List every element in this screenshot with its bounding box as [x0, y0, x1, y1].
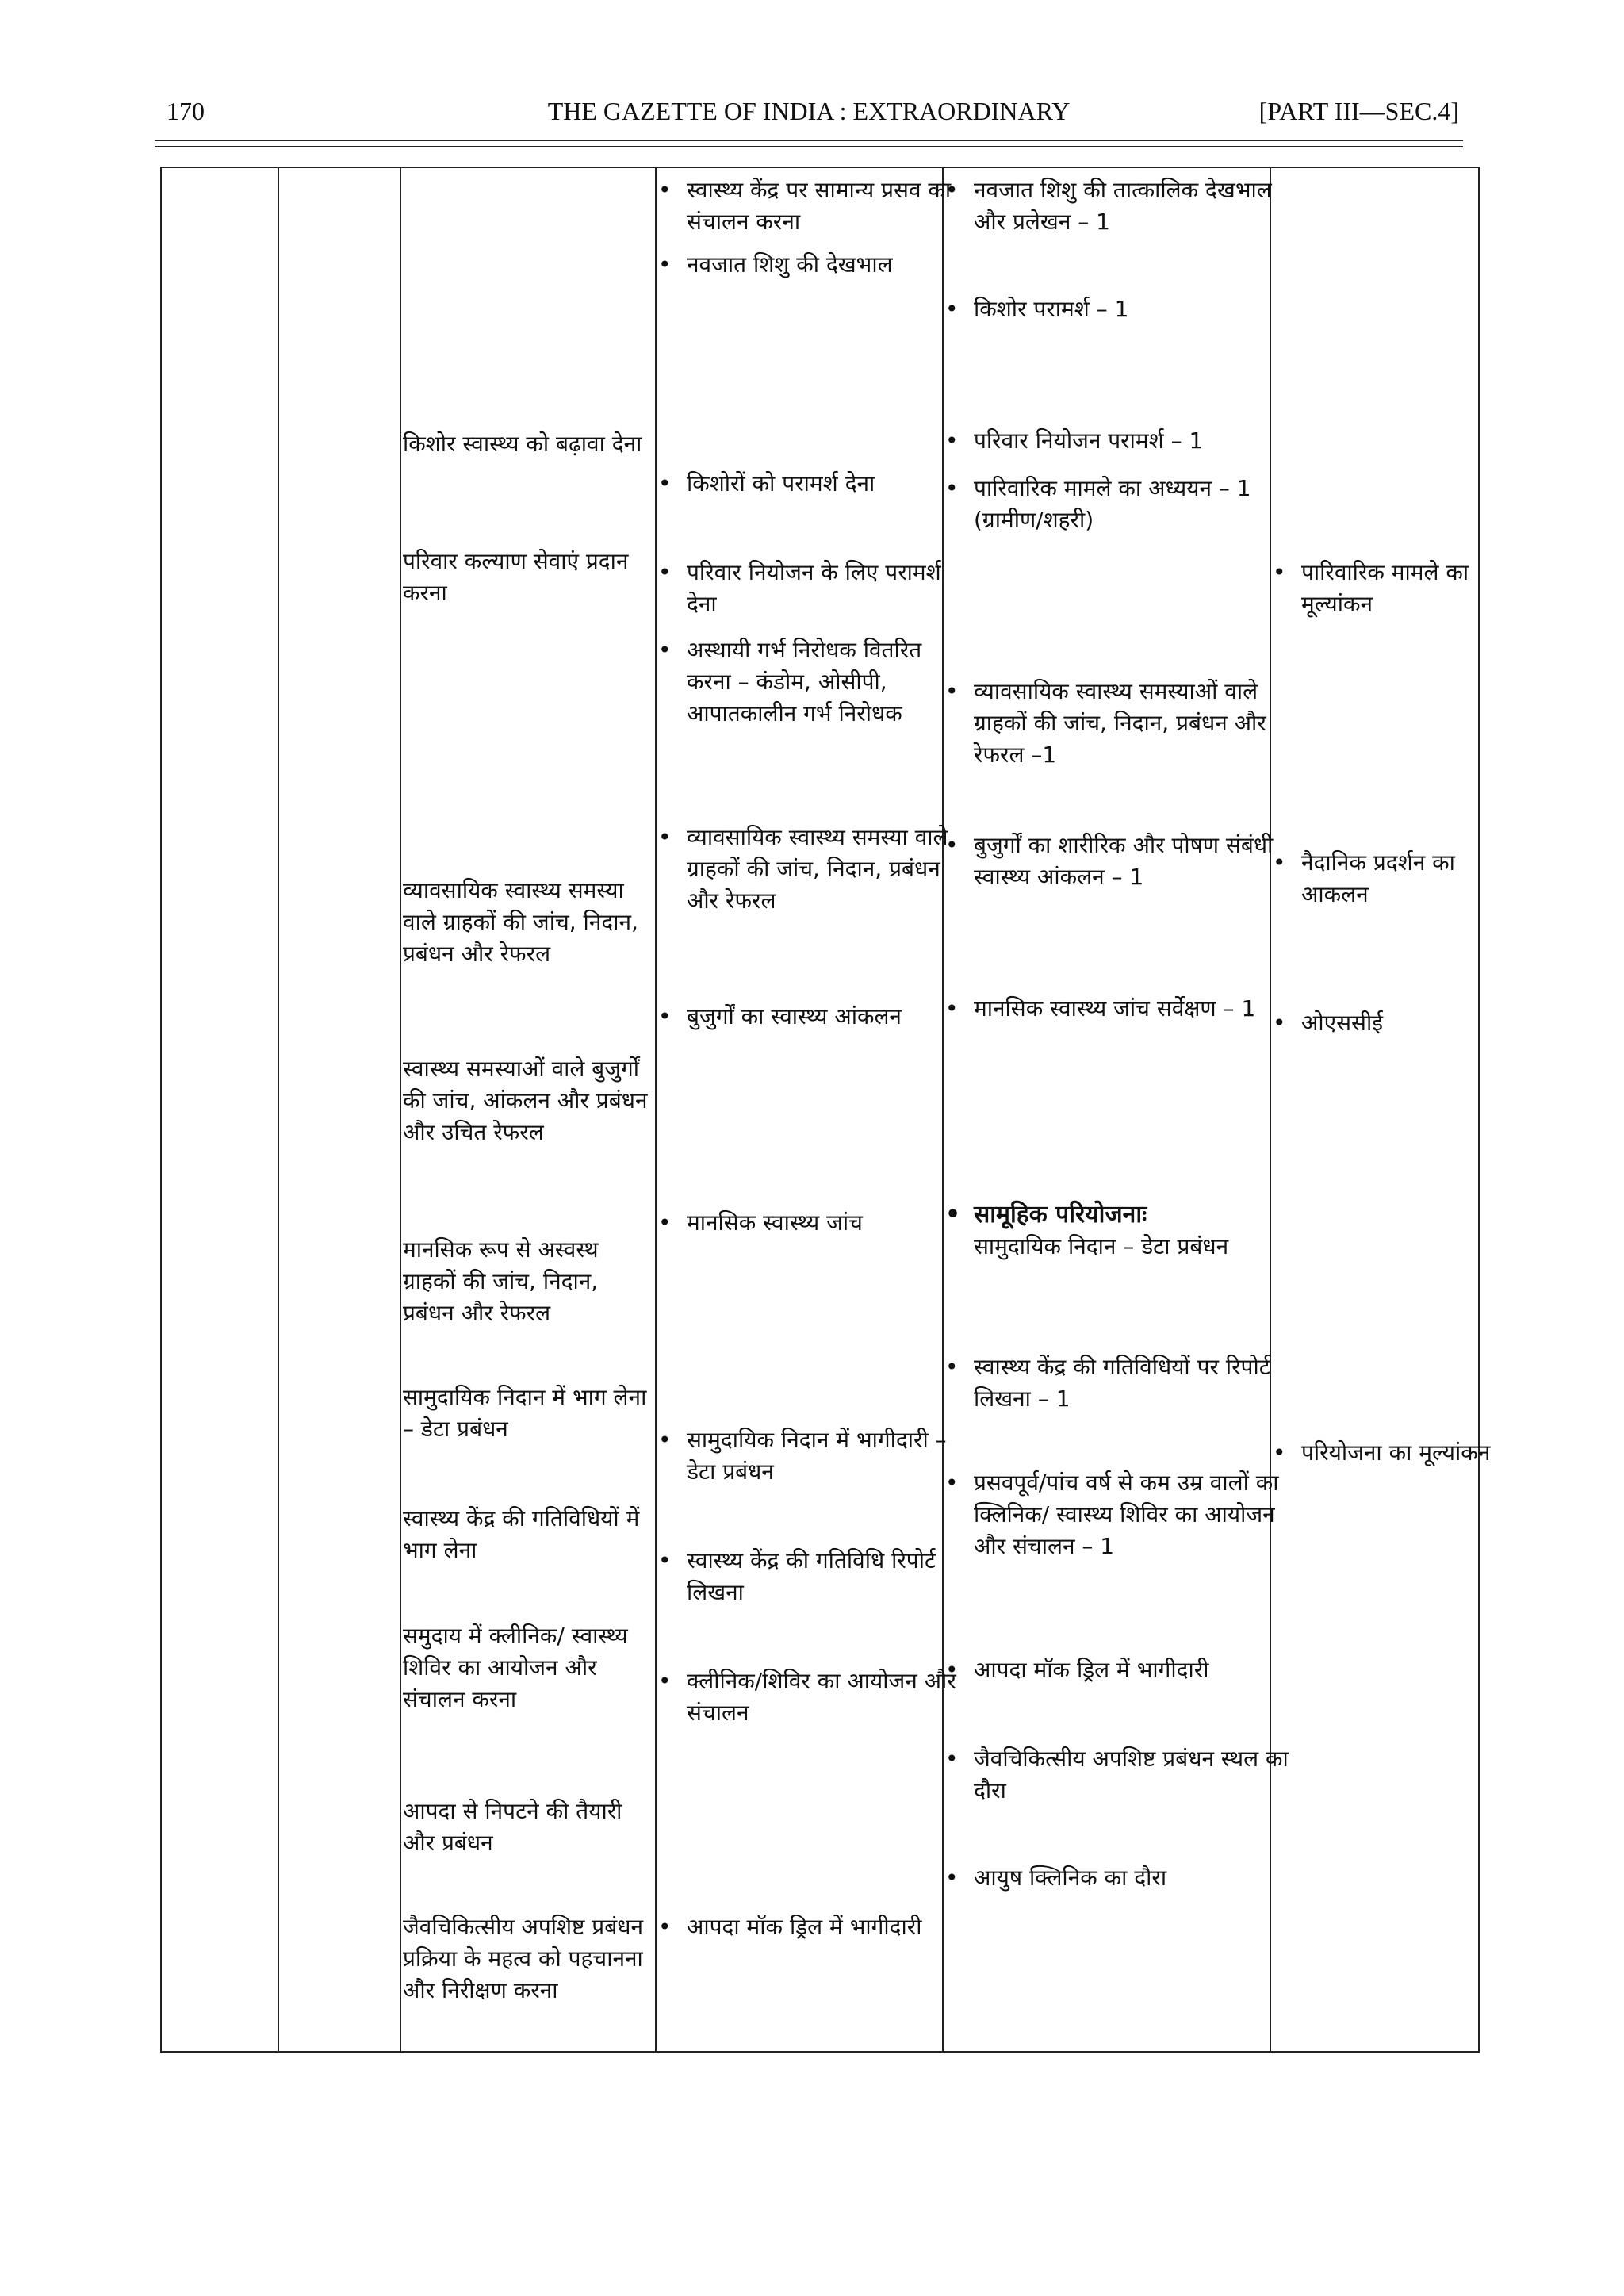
activity-item: • स्वास्थ्य केंद्र की गतिविधि रिपोर्ट लिखना [658, 1545, 961, 1608]
activity-item: • बुजुर्गों का स्वास्थ्य आंकलन [658, 1001, 961, 1033]
requirement-item: • जैवचिकित्सीय अपशिष्ट प्रबंधन स्थल का दौरा [945, 1743, 1293, 1807]
requirement-item: • पारिवारिक मामले का अध्ययन – 1 (ग्रामीण/शहरी) [945, 473, 1293, 536]
page-header [159, 94, 1459, 141]
competency-cell: जैवचिकित्सीय अपशिष्ट प्रबंधन प्रक्रिया के महत्व को पहचानना और निरीक्षण करना [403, 1914, 643, 2003]
activity-item: • अस्थायी गर्भ निरोधक वितरित करना – कंडोम, ओसीपी, आपातकालीन गर्भ निरोधक [658, 634, 961, 730]
requirement-item: • बुजुर्गों का शारीरिक और पोषण संबंधी स्वास्थ्य आंकलन – 1 [945, 830, 1293, 893]
group-project-heading: • सामूहिक परियोजनाः [945, 1199, 1293, 1231]
competency-cell: समुदाय में क्लीनिक/ स्वास्थ्य शिविर का आयोजन और संचालन करना [403, 1623, 628, 1712]
activity-item: • नवजात शिशु की देखभाल [658, 249, 961, 281]
requirement-item: • आपदा मॉक ड्रिल में भागीदारी [945, 1654, 1293, 1686]
requirement-item: • परिवार नियोजन परामर्श – 1 [945, 425, 1293, 457]
activity-item: • स्वास्थ्य केंद्र पर सामान्य प्रसव का संचालन करना [658, 174, 961, 238]
page-number: 170 [167, 97, 205, 125]
competency-cell: परिवार कल्याण सेवाएं प्रदान करना [403, 548, 629, 606]
competency-cell: सामुदायिक निदान में भाग लेना – डेटा प्रबंधन [403, 1384, 647, 1442]
column-divider [655, 167, 657, 2053]
requirement-item: • आयुष क्लिनिक का दौरा [945, 1862, 1293, 1894]
column-divider [400, 167, 401, 2053]
header-rule-thin [155, 146, 1463, 147]
activity-item: • सामुदायिक निदान में भागीदारी – डेटा प्रबंधन [658, 1424, 961, 1488]
requirement-item: • प्रसवपूर्व/पांच वर्ष से कम उम्र वालों का क्लिनिक/ स्वास्थ्य शिविर का आयोजन और संचालन – 1 [945, 1467, 1293, 1562]
requirement-item: • नवजात शिशु की तात्कालिक देखभाल और प्रलेखन – 1 [945, 174, 1293, 238]
assessment-item: • पारिवारिक मामले का मूल्यांकन [1273, 557, 1503, 620]
competency-cell: स्वास्थ्य केंद्र की गतिविधियों में भाग लेना [403, 1505, 640, 1563]
activity-item: • मानसिक स्वास्थ्य जांच [658, 1207, 961, 1239]
part-section: [PART III—SEC.4] [1258, 97, 1459, 125]
requirement-item: • व्यावसायिक स्वास्थ्य समस्याओं वाले ग्राहकों की जांच, निदान, प्रबंधन और रेफरल –1 [945, 676, 1293, 771]
requirement-subtext: सामुदायिक निदान – डेटा प्रबंधन [974, 1233, 1229, 1259]
activity-item: • आपदा मॉक ड्रिल में भागीदारी [658, 1911, 961, 1943]
gazette-title: THE GAZETTE OF INDIA : EXTRAORDINARY [547, 97, 1071, 125]
activity-item: • व्यावसायिक स्वास्थ्य समस्या वाले ग्राहकों की जांच, निदान, प्रबंधन और रेफरल [658, 822, 961, 917]
activity-item: • परिवार नियोजन के लिए परामर्श देना [658, 557, 961, 620]
requirement-item: • स्वास्थ्य केंद्र की गतिविधियों पर रिपोर्ट लिखना – 1 [945, 1351, 1293, 1415]
competency-cell: व्यावसायिक स्वास्थ्य समस्या वाले ग्राहकों की जांच, निदान, प्रबंधन और रेफरल [403, 877, 638, 967]
column-divider [278, 167, 279, 2053]
competency-cell: मानसिक रूप से अस्वस्थ ग्राहकों की जांच, निदान, प्रबंधन और रेफरल [403, 1236, 599, 1326]
requirement-item: • किशोर परामर्श – 1 [945, 293, 1293, 325]
assessment-item: • नैदानिक प्रदर्शन का आकलन [1273, 847, 1503, 910]
header-rule [155, 140, 1463, 141]
activity-item: • किशोरों को परामर्श देना [658, 468, 961, 500]
requirement-item: • मानसिक स्वास्थ्य जांच सर्वेक्षण – 1 [945, 993, 1293, 1025]
competency-cell: स्वास्थ्य समस्याओं वाले बुजुर्गों की जांच, आंकलन और प्रबंधन और उचित रेफरल [403, 1056, 648, 1145]
competency-cell: आपदा से निपटने की तैयारी और प्रबंधन [403, 1798, 622, 1856]
activity-item: • क्लीनिक/शिविर का आयोजन और संचालन [658, 1665, 961, 1729]
column-divider [942, 167, 944, 2053]
assessment-item: • परियोजना का मूल्यांकन [1273, 1437, 1503, 1469]
competency-cell: किशोर स्वास्थ्य को बढ़ावा देना [403, 431, 642, 457]
assessment-item: • ओएससीई [1273, 1007, 1503, 1039]
